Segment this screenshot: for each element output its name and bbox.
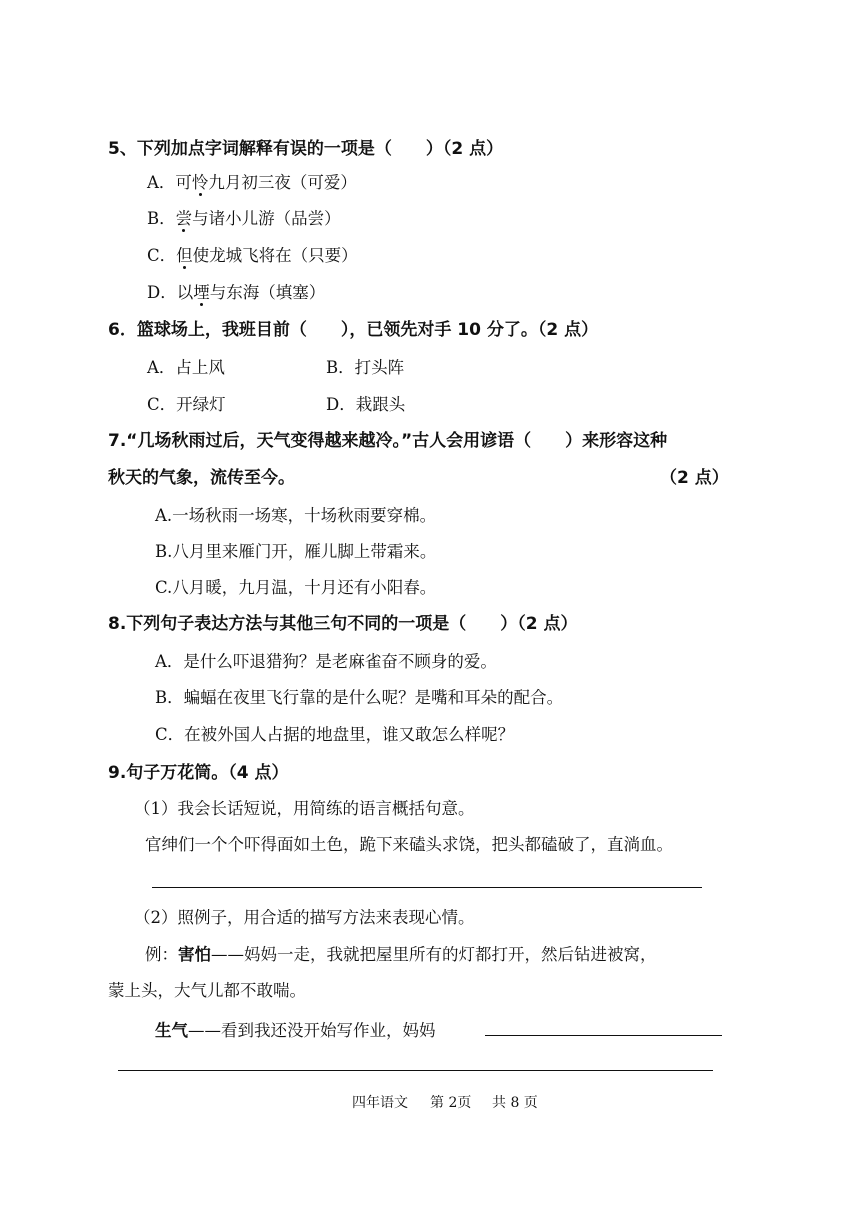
question-5-stem: 5、下列加点字词解释有误的一项是（ ）（2 点） <box>108 139 504 159</box>
question-7-option-c: C.八月暖，九月温，十月还有小阳春。 <box>155 578 437 597</box>
question-7-option-a: A.一场秋雨一场寒，十场秋雨要穿棉。 <box>155 506 437 525</box>
option-text: 与东海（填塞） <box>209 283 326 302</box>
footer-page: 第 2页 <box>430 1095 472 1111</box>
question-8-stem: 8.下列句子表达方法与其他三句不同的一项是（ ）（2 点） <box>108 614 578 634</box>
option-text: 与诸小儿游（品尝） <box>192 209 341 228</box>
option-text: C． <box>147 246 177 265</box>
question-5-option-b <box>147 208 341 230</box>
question-5-option-c <box>147 245 358 267</box>
footer-subject: 四年语文 <box>352 1095 408 1111</box>
question-9-part1-text: 官绅们一个个吓得面如土色，跪下来磕头求饶，把头都磕破了，直淌血。 <box>145 835 673 854</box>
example-text: ——妈妈一走，我就把屋里所有的灯都打开，然后钻进被窝， <box>211 945 657 964</box>
dotted-char: 但 <box>176 246 193 265</box>
question-9-part1-title: （1）我会长话短说，用简练的语言概括句意。 <box>134 799 475 818</box>
footer-total: 共 8 页 <box>492 1095 538 1111</box>
question-7-points: （2 点） <box>660 468 729 488</box>
option-text: D．以 <box>147 283 194 302</box>
question-9-stem: 9.句子万花筒。（4 点） <box>108 763 289 783</box>
question-9-example-line2: 蒙上头，大气儿都不敢喘。 <box>108 981 306 1000</box>
question-6-option-b: B．打头阵 <box>326 358 405 377</box>
question-5-option-a <box>147 172 357 194</box>
dotted-char: 怜 <box>191 173 209 192</box>
option-text: B． <box>147 209 176 228</box>
dotted-char: 尝 <box>175 209 193 228</box>
question-6-option-c: C．开绿灯 <box>147 395 226 414</box>
question-6-option-a: A．占上风 <box>147 358 225 377</box>
question-7-stem-line1: 7.“几场秋雨过后，天气变得越来越冷。”古人会用谚语（ ）来形容这种 <box>108 431 668 451</box>
question-8-option-c: C．在被外国人占据的地盘里，谁又敢怎么样呢？ <box>155 725 515 744</box>
question-7-option-b: B.八月里来雁门开，雁儿脚上带霜来。 <box>155 542 437 561</box>
answer-line-3[interactable] <box>118 1070 713 1071</box>
question-5-option-d <box>147 282 325 304</box>
dotted-char: 堙 <box>193 283 210 302</box>
question-6-option-d: D．栽跟头 <box>326 395 406 414</box>
question-8-option-b: B．蝙蝠在夜里飞行靠的是什么呢？是嘴和耳朵的配合。 <box>155 688 564 707</box>
example-word: 害怕 <box>178 945 211 964</box>
option-text: A．可 <box>147 173 192 192</box>
question-9-task <box>155 1020 436 1042</box>
option-text: 使龙城飞将在（只要） <box>192 246 358 265</box>
task-word: 生气 <box>155 1021 188 1040</box>
question-9-example-line1 <box>145 944 657 966</box>
question-6-stem: 6．篮球场上，我班目前（ ），已领先对手 10 分了。（2 点） <box>108 320 599 340</box>
question-7-stem-line2: 秋天的气象，流传至今。 <box>108 468 295 488</box>
question-9-part2-title: （2）照例子，用合适的描写方法来表现心情。 <box>134 908 475 927</box>
question-8-option-a: A．是什么吓退猎狗？是老麻雀奋不顾身的爱。 <box>155 652 497 671</box>
option-text: 九月初三夜（可爱） <box>208 173 357 192</box>
example-prefix: 例： <box>145 945 178 964</box>
task-text: ——看到我还没开始写作业，妈妈 <box>188 1021 436 1040</box>
answer-line-1[interactable] <box>152 887 702 888</box>
answer-line-2[interactable] <box>485 1035 722 1036</box>
